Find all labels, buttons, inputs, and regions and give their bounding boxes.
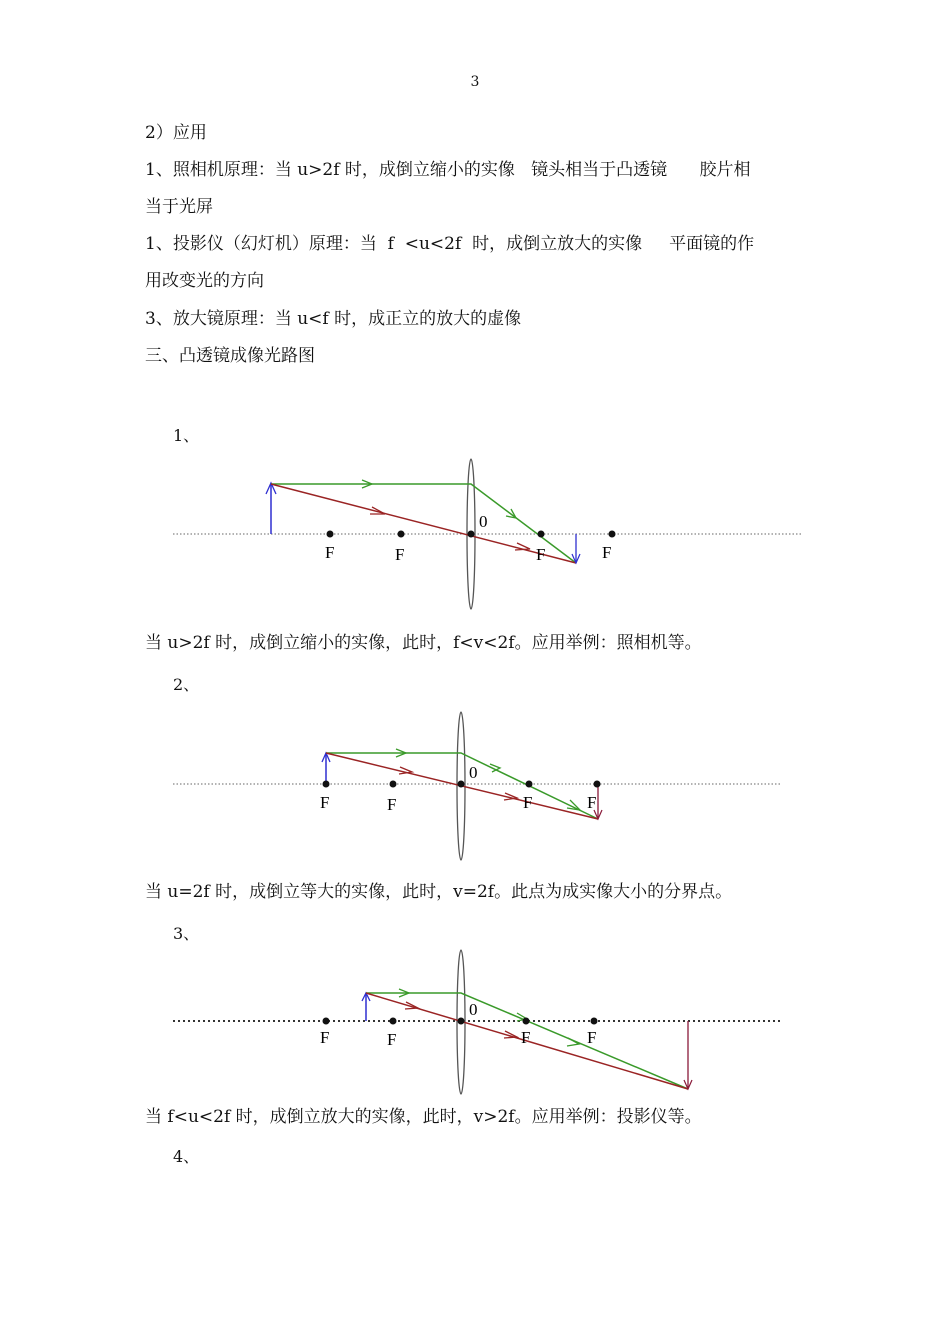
magnifier-principle: 3、放大镜原理：当 u<f 时，成正立的放大的虚像 [145, 309, 522, 329]
focus-point [594, 781, 601, 788]
optical-center-point [458, 1018, 465, 1025]
focus-label: F [521, 1028, 531, 1047]
projector-principle-line2: 用改变光的方向 [145, 271, 264, 291]
focus-point [609, 531, 616, 538]
focus-point [538, 531, 545, 538]
optical-center-label: 0 [479, 512, 488, 531]
diagram-2-caption: 当 u=2f 时，成倒立等大的实像，此时，v=2f。此点为成实像大小的分界点。 [145, 882, 733, 902]
diagram-4-index: 4、 [173, 1147, 200, 1166]
focus-label: F [325, 543, 335, 562]
focus-point [390, 1018, 397, 1025]
center-ray [271, 484, 576, 563]
focus-label: F [320, 1028, 330, 1047]
focus-point [398, 531, 405, 538]
focus-label: F [320, 793, 330, 812]
camera-principle-line1: 1、照相机原理：当 u>2f 时，成倒立缩小的实像 镜头相当于凸透镜 胶片相 [145, 160, 751, 180]
focus-label: F [587, 1028, 597, 1047]
diagram-3-caption: 当 f<u<2f 时，成倒立放大的实像，此时，v>2f。应用举例：投影仪等。 [145, 1107, 702, 1127]
focus-label: F [536, 545, 546, 564]
focus-point [323, 1018, 330, 1025]
optical-center-label: 0 [469, 763, 478, 782]
ray-diagram-2 [0, 700, 950, 870]
ray-diagram-3 [0, 937, 950, 1107]
projector-principle-line1: 1、投影仪（幻灯机）原理：当 f <u<2f 时，成倒立放大的实像 平面镜的作 [145, 234, 755, 254]
diagram-1-caption: 当 u>2f 时，成倒立缩小的实像，此时，f<v<2f。应用举例：照相机等。 [145, 633, 702, 653]
center-ray-arrow-2 [515, 543, 530, 550]
optical-center-point [458, 781, 465, 788]
page-number: 3 [470, 74, 480, 90]
diagram-3-index: 3、 [173, 924, 200, 943]
focus-label: F [387, 795, 397, 814]
heading-application: 2）应用 [145, 123, 207, 143]
focus-label: F [395, 545, 405, 564]
focus-point [523, 1018, 530, 1025]
section-title-ray-diagrams: 三、凸透镜成像光路图 [145, 346, 315, 366]
diagram-2-index: 2、 [173, 675, 200, 694]
focus-label: F [387, 1030, 397, 1049]
focus-label: F [523, 793, 533, 812]
focus-point [327, 531, 334, 538]
focus-label: F [587, 793, 597, 812]
optical-center-point [468, 531, 475, 538]
camera-principle-line2: 当于光屏 [145, 197, 213, 217]
focus-point [323, 781, 330, 788]
focus-point [591, 1018, 598, 1025]
optical-center-label: 0 [469, 1000, 478, 1019]
focus-label: F [602, 543, 612, 562]
ray-diagram-1 [0, 450, 950, 620]
diagram-1-index: 1、 [173, 426, 200, 445]
focus-point [390, 781, 397, 788]
focus-point [526, 781, 533, 788]
